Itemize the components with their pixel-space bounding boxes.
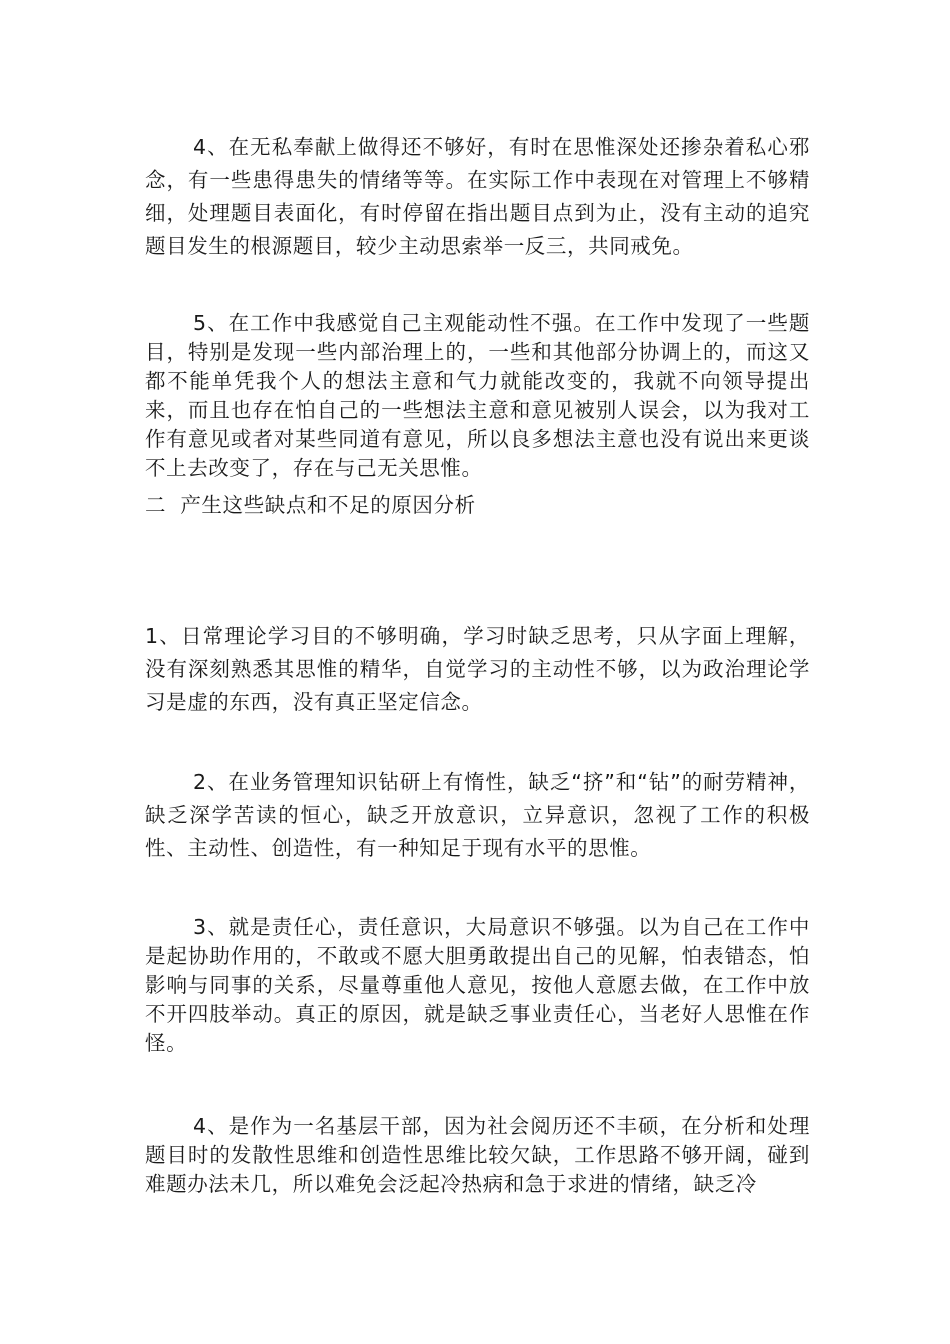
reason-item-1: 1、日常理论学习目的不够明确，学习时缺乏思考，只从字面上理解，没有深刻熟悉其思惟的精华，自觉学习的主动性不够，以为政治理论学习是虚的东西，没有真正坚定信念。 xyxy=(145,624,810,714)
section-heading: 二 产生这些缺点和不足的原因分析 xyxy=(145,493,476,517)
reason-item-3: 3、就是责任心，责任意识，大局意识不够强。以为自己在工作中是起协助作用的，不敢或不愿大胆勇敢提出自己的见解，怕表错态，怕影响与同事的关系，尽量尊重他人意见，按他人意愿去做，在工作中放不开四肢举动。真正的原因，就是缺乏事业责任心，当老好人思惟在作怪。 xyxy=(145,915,810,1055)
paragraph-item-4: 4、在无私奉献上做得还不够好，有时在思惟深处还掺杂着私心邪念，有一些患得患失的情绪等等。在实际工作中表现在对管理上不够精细，处理题目表面化，有时停留在指出题目点到为止，没有主动的追究题目发生的根源题目，较少主动思索举一反三，共同戒免。 xyxy=(145,135,810,258)
reason-item-2: 2、在业务管理知识钻研上有惰性，缺乏“挤”和“钻”的耐劳精神，缺乏深学苦读的恒心，缺乏开放意识，立异意识，忽视了工作的积极性、主动性、创造性，有一种知足于现有水平的思惟。 xyxy=(145,770,810,860)
paragraph-item-5: 5、在工作中我感觉自己主观能动性不强。在工作中发现了一些题目，特别是发现一些内部治理上的，一些和其他部分协调上的，而这又都不能单凭我个人的想法主意和气力就能改变的，我就不向领导提出来，而且也存在怕自己的一些想法主意和意见被别人误会，以为我对工作有意见或者对某些同道有意见，所以良多想法主意也没有说出来更谈不上去改变了，存在与己无关思惟。 xyxy=(145,311,810,480)
reason-item-4: 4、是作为一名基层干部，因为社会阅历还不丰硕，在分析和处理题目时的发散性思维和创造性思维比较欠缺，工作思路不够开阔，碰到难题办法未几，所以难免会泛起冷热病和急于求进的情绪，缺乏冷 xyxy=(145,1114,810,1196)
